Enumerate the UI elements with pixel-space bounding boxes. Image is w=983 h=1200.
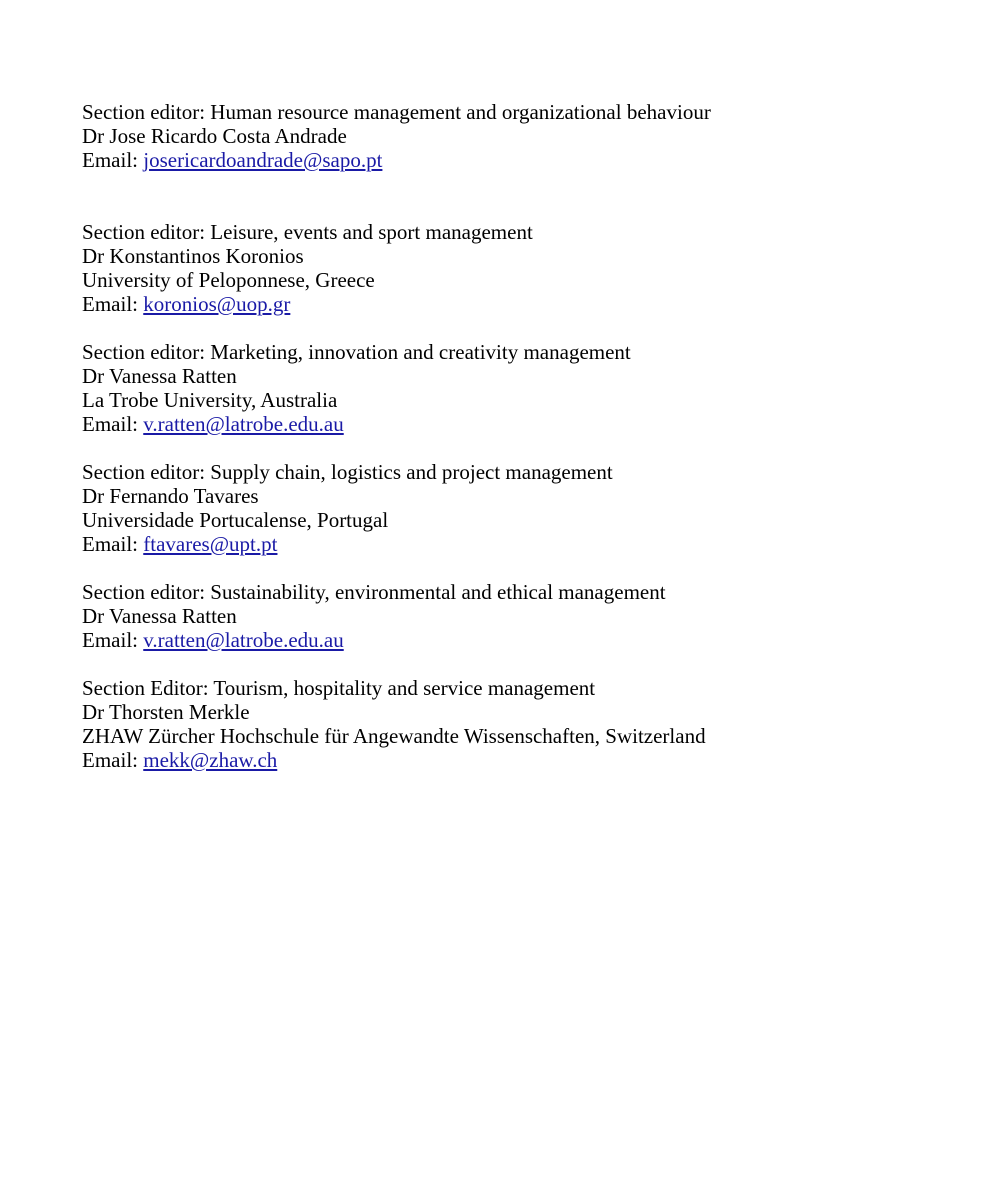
editor-entry-hr	[82, 100, 942, 172]
email-link[interactable]: josericardoandrade@sapo.pt	[143, 148, 383, 172]
document-page	[82, 100, 942, 772]
section-title: Section editor: Marketing, innovation and creativity management	[82, 340, 631, 364]
editor-entry-leisure	[82, 220, 942, 316]
section-title: Section editor: Human resource management and organizational behaviour	[82, 100, 711, 124]
email-line	[82, 628, 942, 652]
section-title: Section editor: Sustainability, environmental and ethical management	[82, 580, 666, 604]
editor-name: Dr Jose Ricardo Costa Andrade	[82, 124, 347, 148]
editor-affiliation: ZHAW Zürcher Hochschule für Angewandte Wissenschaften, Switzerland	[82, 724, 706, 748]
editor-name: Dr Vanessa Ratten	[82, 364, 237, 388]
spacer	[82, 436, 942, 460]
email-line	[82, 292, 942, 316]
email-line	[82, 532, 942, 556]
editor-name: Dr Thorsten Merkle	[82, 700, 250, 724]
email-label: Email:	[82, 148, 138, 172]
email-label: Email:	[82, 628, 138, 652]
editor-entry-sustainability	[82, 580, 942, 652]
section-title: Section Editor: Tourism, hospitality and service management	[82, 676, 596, 700]
email-line	[82, 148, 942, 172]
email-line	[82, 748, 942, 772]
editor-name: Dr Fernando Tavares	[82, 484, 259, 508]
spacer	[82, 652, 942, 676]
email-link[interactable]: ftavares@upt.pt	[143, 532, 278, 556]
email-line	[82, 412, 942, 436]
editor-name: Dr Vanessa Ratten	[82, 604, 237, 628]
editor-entry-marketing	[82, 340, 942, 436]
email-link[interactable]: mekk@zhaw.ch	[143, 748, 278, 772]
spacer	[82, 316, 942, 340]
email-link[interactable]: koronios@uop.gr	[143, 292, 291, 316]
editor-affiliation: La Trobe University, Australia	[82, 388, 338, 412]
section-title: Section editor: Leisure, events and sport management	[82, 220, 533, 244]
spacer	[82, 172, 942, 220]
email-link[interactable]: v.ratten@latrobe.edu.au	[143, 628, 344, 652]
email-label: Email:	[82, 748, 138, 772]
section-title: Section editor: Supply chain, logistics and project management	[82, 460, 613, 484]
spacer	[82, 556, 942, 580]
email-label: Email:	[82, 412, 138, 436]
editor-entry-supply-chain	[82, 460, 942, 556]
email-label: Email:	[82, 532, 138, 556]
editor-entry-tourism	[82, 676, 942, 772]
editor-affiliation: Universidade Portucalense, Portugal	[82, 508, 389, 532]
editor-name: Dr Konstantinos Koronios	[82, 244, 304, 268]
email-label: Email:	[82, 292, 138, 316]
editor-affiliation: University of Peloponnese, Greece	[82, 268, 375, 292]
email-link[interactable]: v.ratten@latrobe.edu.au	[143, 412, 344, 436]
